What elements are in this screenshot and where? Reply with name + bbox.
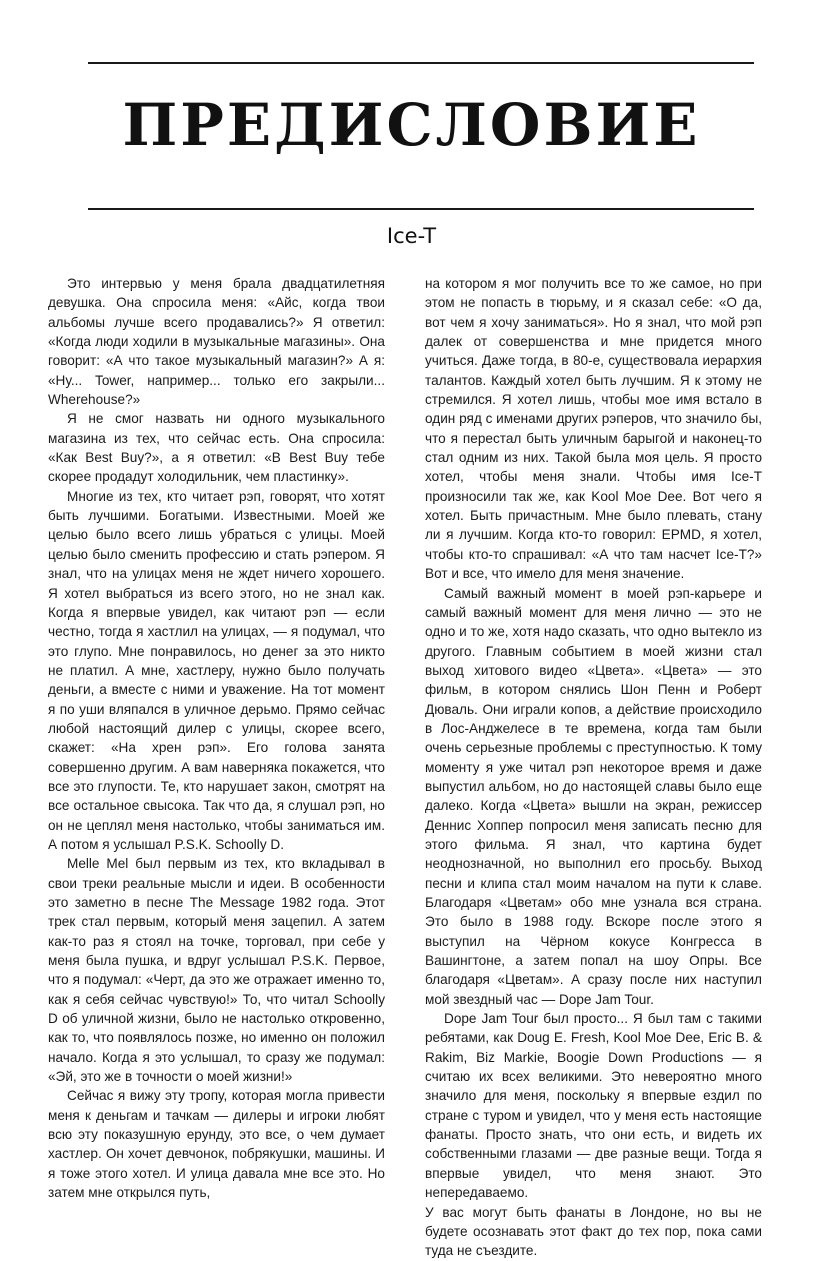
- paragraph: Melle Mel был первым из тех, кто вкладывал в свои треки реальные мысли и идеи. В особенности это заметно в песне The Message 1982 года. Этот трек стал первым, который меня зацепил. А затем как-то раз я стоял на точке, торговал, при себе у меня была пушка, и вдруг услышал P.S.K. Первое, что я подумал: «Черт, да это же отражает именно то, как я себя сейчас чувствую!» То, что читал Schoolly D об уличной жизни, было не настолько откровенно, как то, что появлялось позже, но именно он положил начало. Когда я это услышал, то сразу же подумал: «Эй, это же в точности о моей жизни!»: [48, 856, 385, 1085]
- paragraph-continued: на котором я мог получить все то же самое, но при этом не попасть в тюрьму, и я сказал себе: «О да, вот чем я хочу заниматься». Но я знал, что мой рэп далек от совершенства и мне придется много учиться. Даже тогда, в 80-е, существовала иерархия талантов. Каждый хотел быть лучшим. Я к этому не стремился. Я хотел лишь, чтобы мое имя встало в один ряд с именами других рэперов, что значило бы, что я перестал быть уличным барыгой и наконец-то стал одним из них. Такой была моя цель. Я просто хотел, чтобы меня знали. Чтобы имя Ice-T произносили так же, как Kool Moe Dee. Вот чего я хотел. Быть причастным. Мне было плевать, стану ли я лучшим. Когда кто-то говорил: EPMD, я хотел, чтобы кто-то спрашивал: «А что там насчет Ice-T?» Вот и все, что имело для меня значение.: [425, 276, 762, 582]
- paragraph: Я не смог назвать ни одного музыкального магазина из тех, что сейчас есть. Она спросила: «Как Best Buy?», а я ответил: «В Best Buy тебе скорее продадут холодильник, чем пластинку».: [48, 411, 385, 485]
- paragraph: Самый важный момент в моей рэп-карьере и самый важный момент для меня лично — это не одно и то же, хотя надо сказать, что одно вытекло из другого. Главным событием в моей жизни стал выход хитового видео «Цвета». «Цвета» — это фильм, в котором снялись Шон Пенн и Роберт Дюваль. Они играли копов, а действие происходило в Лос-Анджелесе в те времена, когда там были очень серьезные проблемы с преступностью. К тому моменту я уже читал рэп некоторое время и даже выпустил альбом, но до настоящей славы было еще далеко. Когда «Цвета» вышли на экран, режиссер Деннис Хоппер попросил меня записать песню для этого фильма. Я знал, что картина будет неоднозначной, но выполнил его просьбу. Выход песни и клипа стал моим началом на пути к славе. Благодаря «Цветам» обо мне узнала вся страна. Это было в 1988 году. Вскоре после этого я выступил на Чёрном кокусе Конгресса в Вашингтоне, а затем попал на шоу Опры. Все благодаря «Цветам». А сразу после них наступил мой звездный час — Dope Jam Tour.: [425, 585, 762, 1007]
- title-rule: [88, 208, 754, 210]
- author-name: Ice-T: [386, 224, 437, 248]
- paragraph: Это интервью у меня брала двадцатилетняя девушка. Она спросила меня: «Айс, когда твои альбомы лучше всего продавались?» Я ответил: «Когда люди ходили в музыкальные магазины». Она говорит: «А что такое музыкальный магазин?» А я: «Ну... Tower, например... только его закрыли... Wherehouse?»: [48, 276, 385, 408]
- paragraph: Dope Jam Tour был просто... Я был там с такими ребятами, как Doug E. Fresh, Kool Moe Dee, Eric B. & Rakim, Biz Markie, Boogie Down Productions — я считаю их всех великими. Это невероятно много значило для меня, поскольку я впервые ездил по стране с туром и увидел, что у меня есть настоящие фанаты. Просто знать, что они есть, и видеть их собственными глазами — две разные вещи. Тогда я впервые увидел, что меня знают. Это непередаваемо.: [425, 1011, 762, 1201]
- paragraph: Сейчас я вижу эту тропу, которая могла привести меня к деньгам и тачкам — дилеры и игроки любят всю эту показушную ерунду, это все, о чем думает хастлер. Он хочет девчонок, побрякушки, машины. И я тоже этого хотел. И улица давала мне все это. Но затем мне открылся путь,: [48, 1088, 385, 1201]
- left-column: [48, 274, 385, 1203]
- paragraph: У вас могут быть фанаты в Лондоне, но вы не будете осознавать этот факт до тех пор, пока сами туда не съездите.: [425, 1204, 762, 1259]
- top-rule: [88, 62, 754, 64]
- page-title: ПРЕДИСЛОВИЕ: [122, 91, 701, 159]
- right-column: [425, 274, 762, 1261]
- paragraph: Многие из тех, кто читает рэп, говорят, что хотят быть лучшими. Богатыми. Известными. Моей же целью было всего лишь убраться с улицы. Моей целью было сменить профессию и стать рэпером. Я знал, что на улицах меня не ждет ничего хорошего. Я хотел выбраться из всего этого, но не знал как. Когда я впервые увидел, как читают рэп — если честно, тогда я хастлил на улицах, — я подумал, что это глупо. Мне понравилось, но денег за это никто не платил. А мне, хастлеру, нужно было получать деньги, а вместе с ними и уважение. На тот момент я по уши вляпался в уличное дерьмо. Прямо сейчас любой настоящий дилер с улицы, скорее всего, скажет: «На хрен рэп». Его голова занята совершенно другим. А вам наверняка покажется, что все это глупости. Те, кто нарушает закон, смотрят на все остальное свысока. Так что да, я слушал рэп, но он не цеплял меня настолько, чтобы заниматься им. А потом я услышал P.S.K. Schoolly D.: [48, 488, 385, 852]
